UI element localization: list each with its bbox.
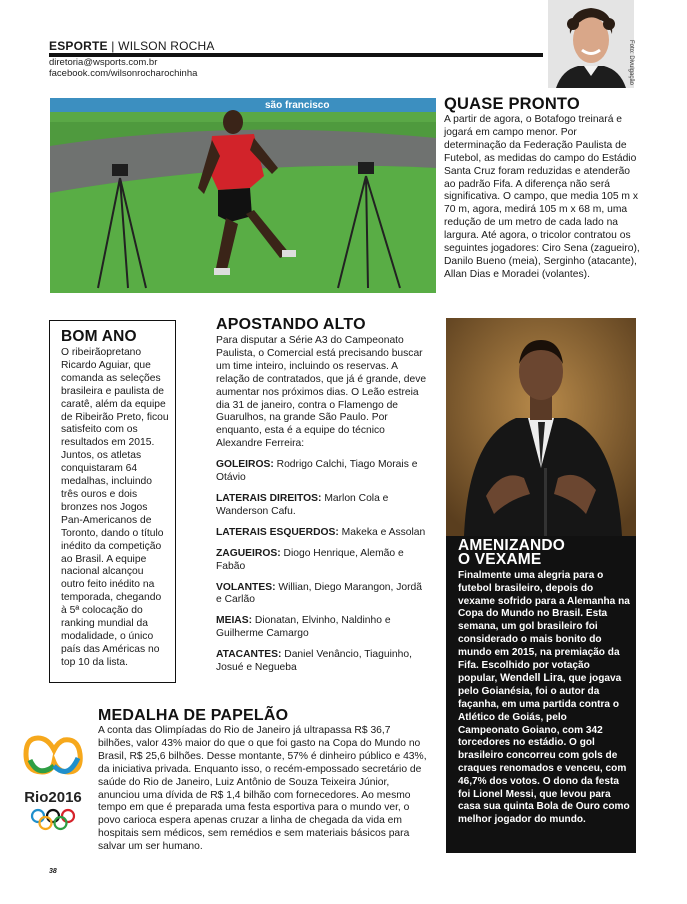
quase-pronto-title: QUASE PRONTO [444,95,580,113]
apostando-alto-title: APOSTANDO ALTO [216,316,366,333]
author-email[interactable]: diretoria@wsports.com.br [49,57,158,68]
position-players: Daniel Venâncio, Tiaguinho, Josué e Negueba [216,649,412,674]
amenizando-title-1: AMENIZANDO [458,537,566,554]
position-players: Marlon Cola e Wanderson Cafu. [216,492,389,517]
position-label: VOLANTES: [216,581,276,593]
bom-ano-box [49,320,176,683]
bom-ano-title: BOM ANO [61,328,137,345]
rio-2016-text: Rio2016 [24,789,82,806]
quase-pronto-article [444,96,642,282]
apostando-alto-intro: Para disputar a Série A3 do Campeonato Paulista, o Comercial está precisando buscar um time inteiro, incluindo os reservas. A relação de contratados, que já é grande, deve aumentar nos próximos dias. O Leão estreia dia 31 de janeiro, contra o Flamengo de Guarulhos, na grande São Paulo. Por enquanto, esta é a equipe do técnico Alexandre Ferreira: [216,335,427,450]
contact-block [49,57,197,79]
stadium-banner-text: são francisco [265,100,330,111]
medalha-title: MEDALHA DE PAPELÃO [98,707,289,724]
position-players: Diogo Henrique, Alemão e Fabão [216,547,404,572]
medalha-article [98,708,428,854]
position-players: Rodrigo Calchi, Tiago Morais e Otávio [216,459,418,484]
section-header [49,39,215,53]
position-label: LATERAIS DIREITOS: [216,492,322,504]
author-name: WILSON ROCHA [118,39,215,53]
training-photo [50,98,436,293]
position-players: Makeka e Assolan [338,526,426,538]
position-label: MEIAS: [216,615,253,627]
section-name: ESPORTE [49,39,108,53]
quase-pronto-body: A partir de agora, o Botafogo treinará e jogará em campo menor. Por determinação da Federação Paulista de Futebol, as medidas do campo do Estádio Santa Cruz foram reduzidas e atenderão ao padrão Fifa. A diferença não será significativa. O campo, que media 105 m x 70 m, agora, medirá 105 m x 68 m, uma redução de um metro de cada lado na largura. Até agora, o tricolor contratou os seguintes jogadores: Ciro Sena (zagueiro), Danilo Bueno (meia), Serginho (atacante), Allan Dias e Moradei (volantes). [444,114,640,280]
amenizando-box [446,536,636,853]
position-laterais-esquerdos [216,527,428,540]
position-volantes [216,582,428,608]
rio-2016-logo [18,732,88,836]
position-atacantes [216,649,428,675]
position-label: ZAGUEIROS: [216,547,281,559]
position-label: GOLEIROS: [216,459,274,471]
position-meias [216,615,428,641]
amenizando-body [458,570,630,827]
amenizando-text-2: , que jogava pelo Goianésia, foi o autor da façanha, em uma partida contra o Atlético de Goiás, pelo Campeonato Goiano, com 342 torcedores no estádio. O gol brasileiro concorreu com gols de craques renomados e venceu, com 46,7% dos votos. O dono da festa foi Lionel Messi, que levou para casa sua quinta Bola de Ouro como melhor jogador do mundo. [458,673,630,826]
photo-credit: Foto: Divulgação [628,40,634,86]
position-laterais-direitos [216,493,428,519]
separator: | [111,39,115,53]
amenizando-player-name: Wendell Lira [500,672,563,685]
position-players: Willian, Diego Marangon, Jordã e Carlão [216,581,423,606]
position-label: ATACANTES: [216,649,282,661]
apostando-alto-article [216,317,428,683]
position-players: Dionatan, Elvinho, Naldinho e Guilherme Camargo [216,615,391,640]
amenizando-title-2: O VEXAME [458,551,542,568]
bom-ano-body: O ribeirãopretano Ricardo Aguiar, que comanda as seleções brasileira e paulista de caratê, além da equipe de Ribeirão Preto, ficou satisfeito com os resultados em 2015. Juntos, os atletas conquistaram 64 medalhas, incluindo três ouros e dois bronzes nos Jogos Pan-Americanos de Toronto, dando o título inédito da competição ao Brasil. A equipe nacional alcançou outro feito inédito na temporada, chegando à 5ª colocação do ranking mundial da modalidade, o único país das Américas no top 10 da lista. [61,347,169,668]
wendell-lira-photo [446,318,636,536]
page-number: 38 [49,868,57,875]
amenizando-text-1: Finalmente uma alegria para o futebol brasileiro, depois do vexame sofrido para a Alemanha na Copa do Mundo no Brasil. Esta semana, um gol brasileiro foi considerado o mais bonito do mundo em 2015, na premiação da Fifa. Escolhido por votação popular, [458,570,630,685]
medalha-body: A conta das Olimpíadas do Rio de Janeiro já ultrapassa R$ 36,7 bilhões, valor 43% maior do que o que foi gasto na Copa do Mundo no Brasil, R$ 25,6 bilhões. Desse montante, 57% é dinheiro público e 43%, da iniciativa privada. Enquanto isso, o recém-empossado secretário de saúde do Rio de Janeiro, Luiz Antônio de Souza Teixeira Júnior, anunciou uma dívida de R$ 1,4 bilhão com fornecedores. Ao mesmo tempo em que é preparada uma festa esportiva para o mundo ver, o povo carioca espera apenas cruzar a linha de chegada da vida em hospitais sem médicos, sem remédios e sem materiais básicos para salvar um ser humano. [98,725,427,853]
position-label: LATERAIS ESQUERDOS: [216,526,339,538]
author-photo [548,0,634,88]
position-goleiros [216,459,428,485]
position-zagueiros [216,548,428,574]
author-facebook[interactable]: facebook.com/wilsonrocharochinha [49,68,198,79]
